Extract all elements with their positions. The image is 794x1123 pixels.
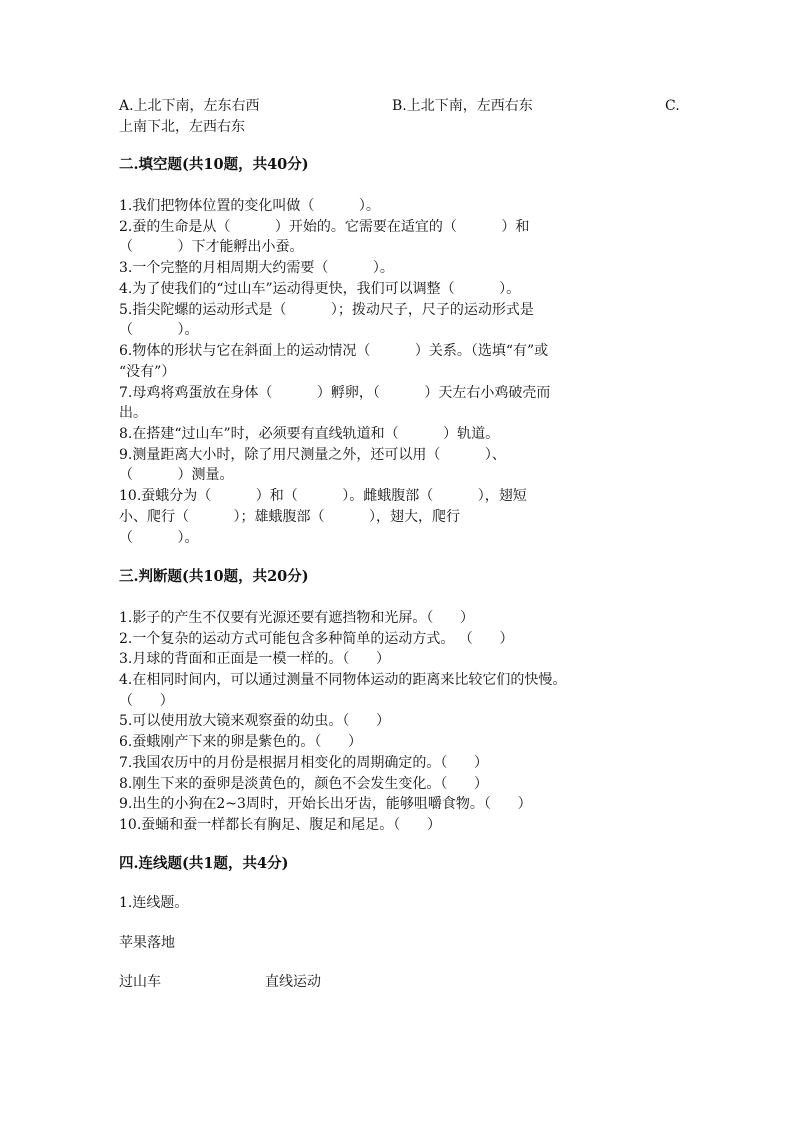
match-question: 1.连线题。: [119, 895, 189, 911]
match-left-item: 过山车: [119, 974, 161, 990]
fill-line: （ ）下才能孵出小蚕。: [119, 239, 304, 255]
fill-line: 1.我们把物体位置的变化叫做（ ）。: [119, 198, 380, 214]
fill-line: 6.物体的形状与它在斜面上的运动情况（ ）关系。（选填“有”或: [119, 343, 549, 359]
judge-line: 4.在相同时间内，可以通过测量不同物体运动的距离来比较它们的快慢。: [119, 672, 567, 688]
judge-line: （ ）: [119, 693, 174, 709]
fill-line: 3.一个完整的月相周期大约需要（ ）。: [119, 260, 394, 276]
fill-line: （ ）。: [119, 322, 199, 338]
choice-options-row: [119, 96, 679, 116]
fill-line: 5.指尖陀螺的运动形式是（ ）；拨动尺子，尺子的运动形式是: [119, 302, 534, 318]
judge-line: 5.可以使用放大镜来观察蚕的幼虫。（ ）: [119, 713, 391, 729]
fill-line: “没有”）: [119, 364, 176, 380]
fill-line: 4.为了使我们的“过山车”运动得更快，我们可以调整（ ）。: [119, 281, 521, 297]
choice-b: B.上北下南，左西右东: [392, 98, 533, 114]
judge-line: 2.一个复杂的运动方式可能包含多种简单的运动方式。 （ ）: [119, 631, 514, 647]
fill-line: 10.蚕蛾分为（ ）和（ ）。雌蛾腹部（ ），翅短: [119, 488, 527, 504]
fill-line: 小、爬行（ ）；雄蛾腹部（ ），翅大，爬行: [119, 509, 461, 525]
judge-line: 1.影子的产生不仅要有光源还要有遮挡物和光屏。（ ）: [119, 610, 475, 626]
fill-line: 2.蚕的生命是从（ ）开始的。它需要在适宜的（ ）和: [119, 219, 530, 235]
fill-line: 7.母鸡将鸡蛋放在身体（ ）孵卵，（ ）天左右小鸡破壳而: [119, 385, 551, 401]
judge-section-heading: 三.判断题(共10题，共20分): [119, 568, 309, 585]
match-left-item: 苹果落地: [119, 935, 175, 951]
judge-line: 6.蚕蛾刚产下来的卵是紫色的。（ ）: [119, 734, 363, 750]
choice-a: A.上北下南，左东右西: [119, 98, 260, 114]
match-section-heading: 四.连线题(共1题，共4分): [119, 855, 289, 872]
judge-line: 3.月球的背面和正面是一模一样的。（ ）: [119, 651, 391, 667]
choice-c-label: C.: [665, 98, 680, 114]
judge-line: 10.蚕蛹和蚕一样都长有胸足、腹足和尾足。（ ）: [119, 817, 441, 833]
fill-line: （ ）测量。: [119, 467, 234, 483]
fill-line: 8.在搭建“过山车”时，必须要有直线轨道和（ ）轨道。: [119, 426, 500, 442]
judge-line: 7.我国农历中的月份是根据月相变化的周期确定的。（ ）: [119, 755, 489, 771]
fill-section-heading: 二.填空题(共10题，共40分): [119, 156, 309, 173]
match-right-item: 直线运动: [265, 974, 321, 990]
choice-c-text: 上南下北，左西右东: [119, 119, 245, 135]
fill-line: （ ）。: [119, 530, 199, 546]
fill-line: 9.测量距离大小时，除了用尺测量之外，还可以用（ ）、: [119, 447, 506, 463]
judge-line: 8.刚生下来的蚕卵是淡黄色的，颜色不会发生变化。（ ）: [119, 776, 489, 792]
judge-line: 9.出生的小狗在2~3周时，开始长出牙齿，能够咀嚼食物。（ ）: [119, 796, 532, 812]
fill-line: 出。: [119, 405, 147, 421]
